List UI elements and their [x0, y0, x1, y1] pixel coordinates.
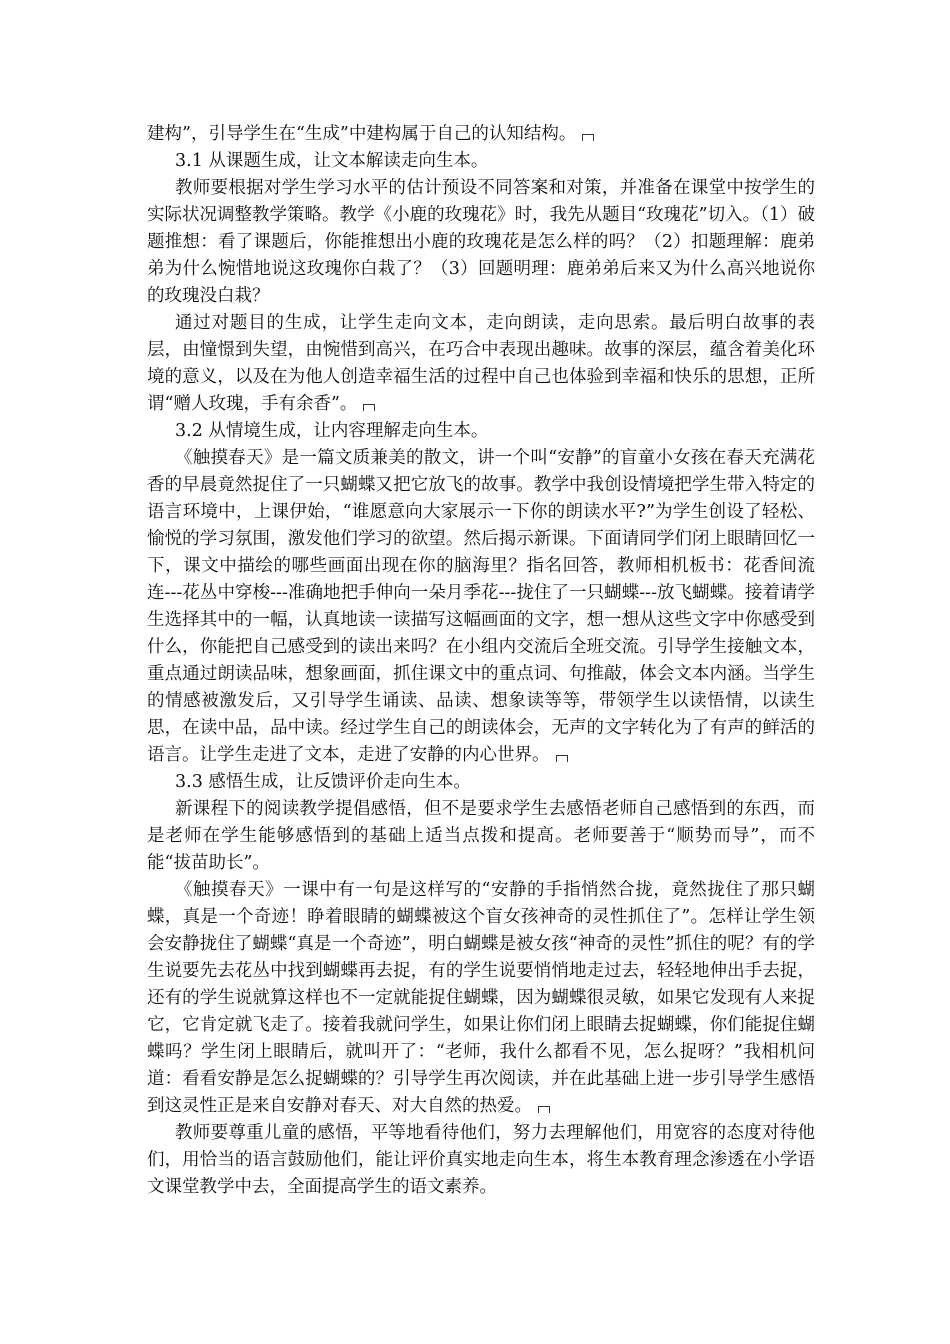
paragraph [147, 175, 815, 310]
paragraph-conclusion [147, 1120, 815, 1201]
paragraph-text: 通过对题目的生成，让学生走向文本，走向朗读，走向思索。最后明白故事的表层，由憧憬到失望，由惋惜到高兴，在巧合中表现出趣味。故事的深层，蕴含着美化环境的意义，以及在为他人创造幸福生活的过程中自己也体验到幸福和快乐的思想，正所谓“赠人玫瑰，手有余香”。 [147, 313, 815, 414]
paragraph-intro-end [147, 121, 815, 148]
paragraph [147, 310, 815, 418]
paragraph-text: 新课程下的阅读教学提倡感悟，但不是要求学生去感悟老师自己感悟到的东西，而是老师在学生能够感悟到的基础上适当点拨和提高。老师要善于“顺势而导”，而不能“拔苗助长”。 [147, 799, 815, 873]
paragraph-mark-icon [556, 755, 568, 762]
paragraph-text: 3.2 从情境生成，让内容理解走向生本。 [175, 421, 489, 441]
paragraph-text: 教师要尊重儿童的感悟，平等地看待他们，努力去理解他们，用宽容的态度对待他们，用恰当的语言鼓励他们，能让评价真实地走向生本，将生本教育理念渗透在小学语文课堂教学中去，全面提高学生的语文素养。 [147, 1123, 815, 1197]
paragraph [147, 445, 815, 769]
section-heading-3-2 [147, 418, 815, 445]
paragraph-text: 建构”，引导学生在“生成”中建构属于自己的认知结构。 [147, 124, 577, 144]
paragraph-text: 《触摸春天》是一篇文质兼美的散文，讲一个叫“安静”的盲童小女孩在春天充满花香的早晨竟然捉住了一只蝴蝶又把它放飞的故事。教学中我创设情境把学生带入特定的语言环境中，上课伊始，“谁愿意向大家展示一下你的朗读水平?”为学生创设了轻松、愉悦的学习氛围，激发他们学习的欲望。然后揭示新课。下面请同学们闭上眼睛回忆一下，课文中描绘的哪些画面出现在你的脑海里？指名回答，教师相机板书：花香间流连---花丛中穿梭---准确地把手伸向一朵月季花---拢住了一只蝴蝶---放飞蝴蝶。接着请学生选择其中的一幅，认真地读一读描写这幅画面的文字，想一想从这些文字中你感受到什么，你能把自己感受到的读出来吗？在小组内交流后全班交流。引导学生接触文本，重点通过朗读品味，想象画面，抓住课文中的重点词、句推敲，体会文本内涵。当学生的情感被激发后，又引导学生诵读、品读、想象读等等，带领学生以读悟情，以读生思，在读中品，品中读。经过学生自己的朗读体会，无声的文字转化为了有声的鲜活的语言。让学生走进了文本，走进了安静的内心世界。 [147, 448, 815, 765]
paragraph [147, 796, 815, 877]
paragraph-mark-icon [538, 1106, 550, 1113]
paragraph [147, 877, 815, 1120]
paragraph-text: 3.3 感悟生成，让反馈评价走向生本。 [175, 772, 471, 792]
section-heading-3-3 [147, 769, 815, 796]
document-body [147, 121, 815, 1201]
paragraph-text: 《触摸春天》一课中有一句是这样写的“安静的手指悄然合拢，竟然拢住了那只蝴蝶，真是一个奇迹！睁着眼睛的蝴蝶被这个盲女孩神奇的灵性抓住了”。怎样让学生领会安静拢住了蝴蝶“真是一个奇迹”，明白蝴蝶是被女孩“神奇的灵性”抓住的呢？有的学生说要先去花丛中找到蝴蝶再去捉，有的学生说要悄悄地走过去，轻轻地伸出手去捉，还有的学生说就算这样也不一定就能捉住蝴蝶，因为蝴蝶很灵敏，如果它发现有人来捉它，它肯定就飞走了。接着我就问学生，如果让你们闭上眼睛去捉蝴蝶，你们能捉住蝴蝶吗？学生闭上眼睛后，就叫开了：“老师，我什么都看不见，怎么捉呀？”我相机问道：看看安静是怎么捉蝴蝶的？引导学生再次阅读，并在此基础上进一步引导学生感悟到这灵性正是来自安静对春天、对大自然的热爱。 [147, 880, 815, 1116]
paragraph-mark-icon [582, 134, 594, 141]
section-heading-3-1 [147, 148, 815, 175]
paragraph-mark-icon [363, 404, 375, 411]
paragraph-text: 3.1 从课题生成，让文本解读走向生本。 [175, 151, 489, 171]
paragraph-text: 教师要根据对学生学习水平的估计预设不同答案和对策，并准备在课堂中按学生的实际状况调整教学策略。教学《小鹿的玫瑰花》时，我先从题目“玫瑰花”切入。（1）破题推想：看了课题后，你能推想出小鹿的玫瑰花是怎么样的吗？（2）扣题理解：鹿弟弟为什么惋惜地说这玫瑰你白栽了？（3）回题明理：鹿弟弟后来又为什么高兴地说你的玫瑰没白栽？ [147, 178, 815, 306]
